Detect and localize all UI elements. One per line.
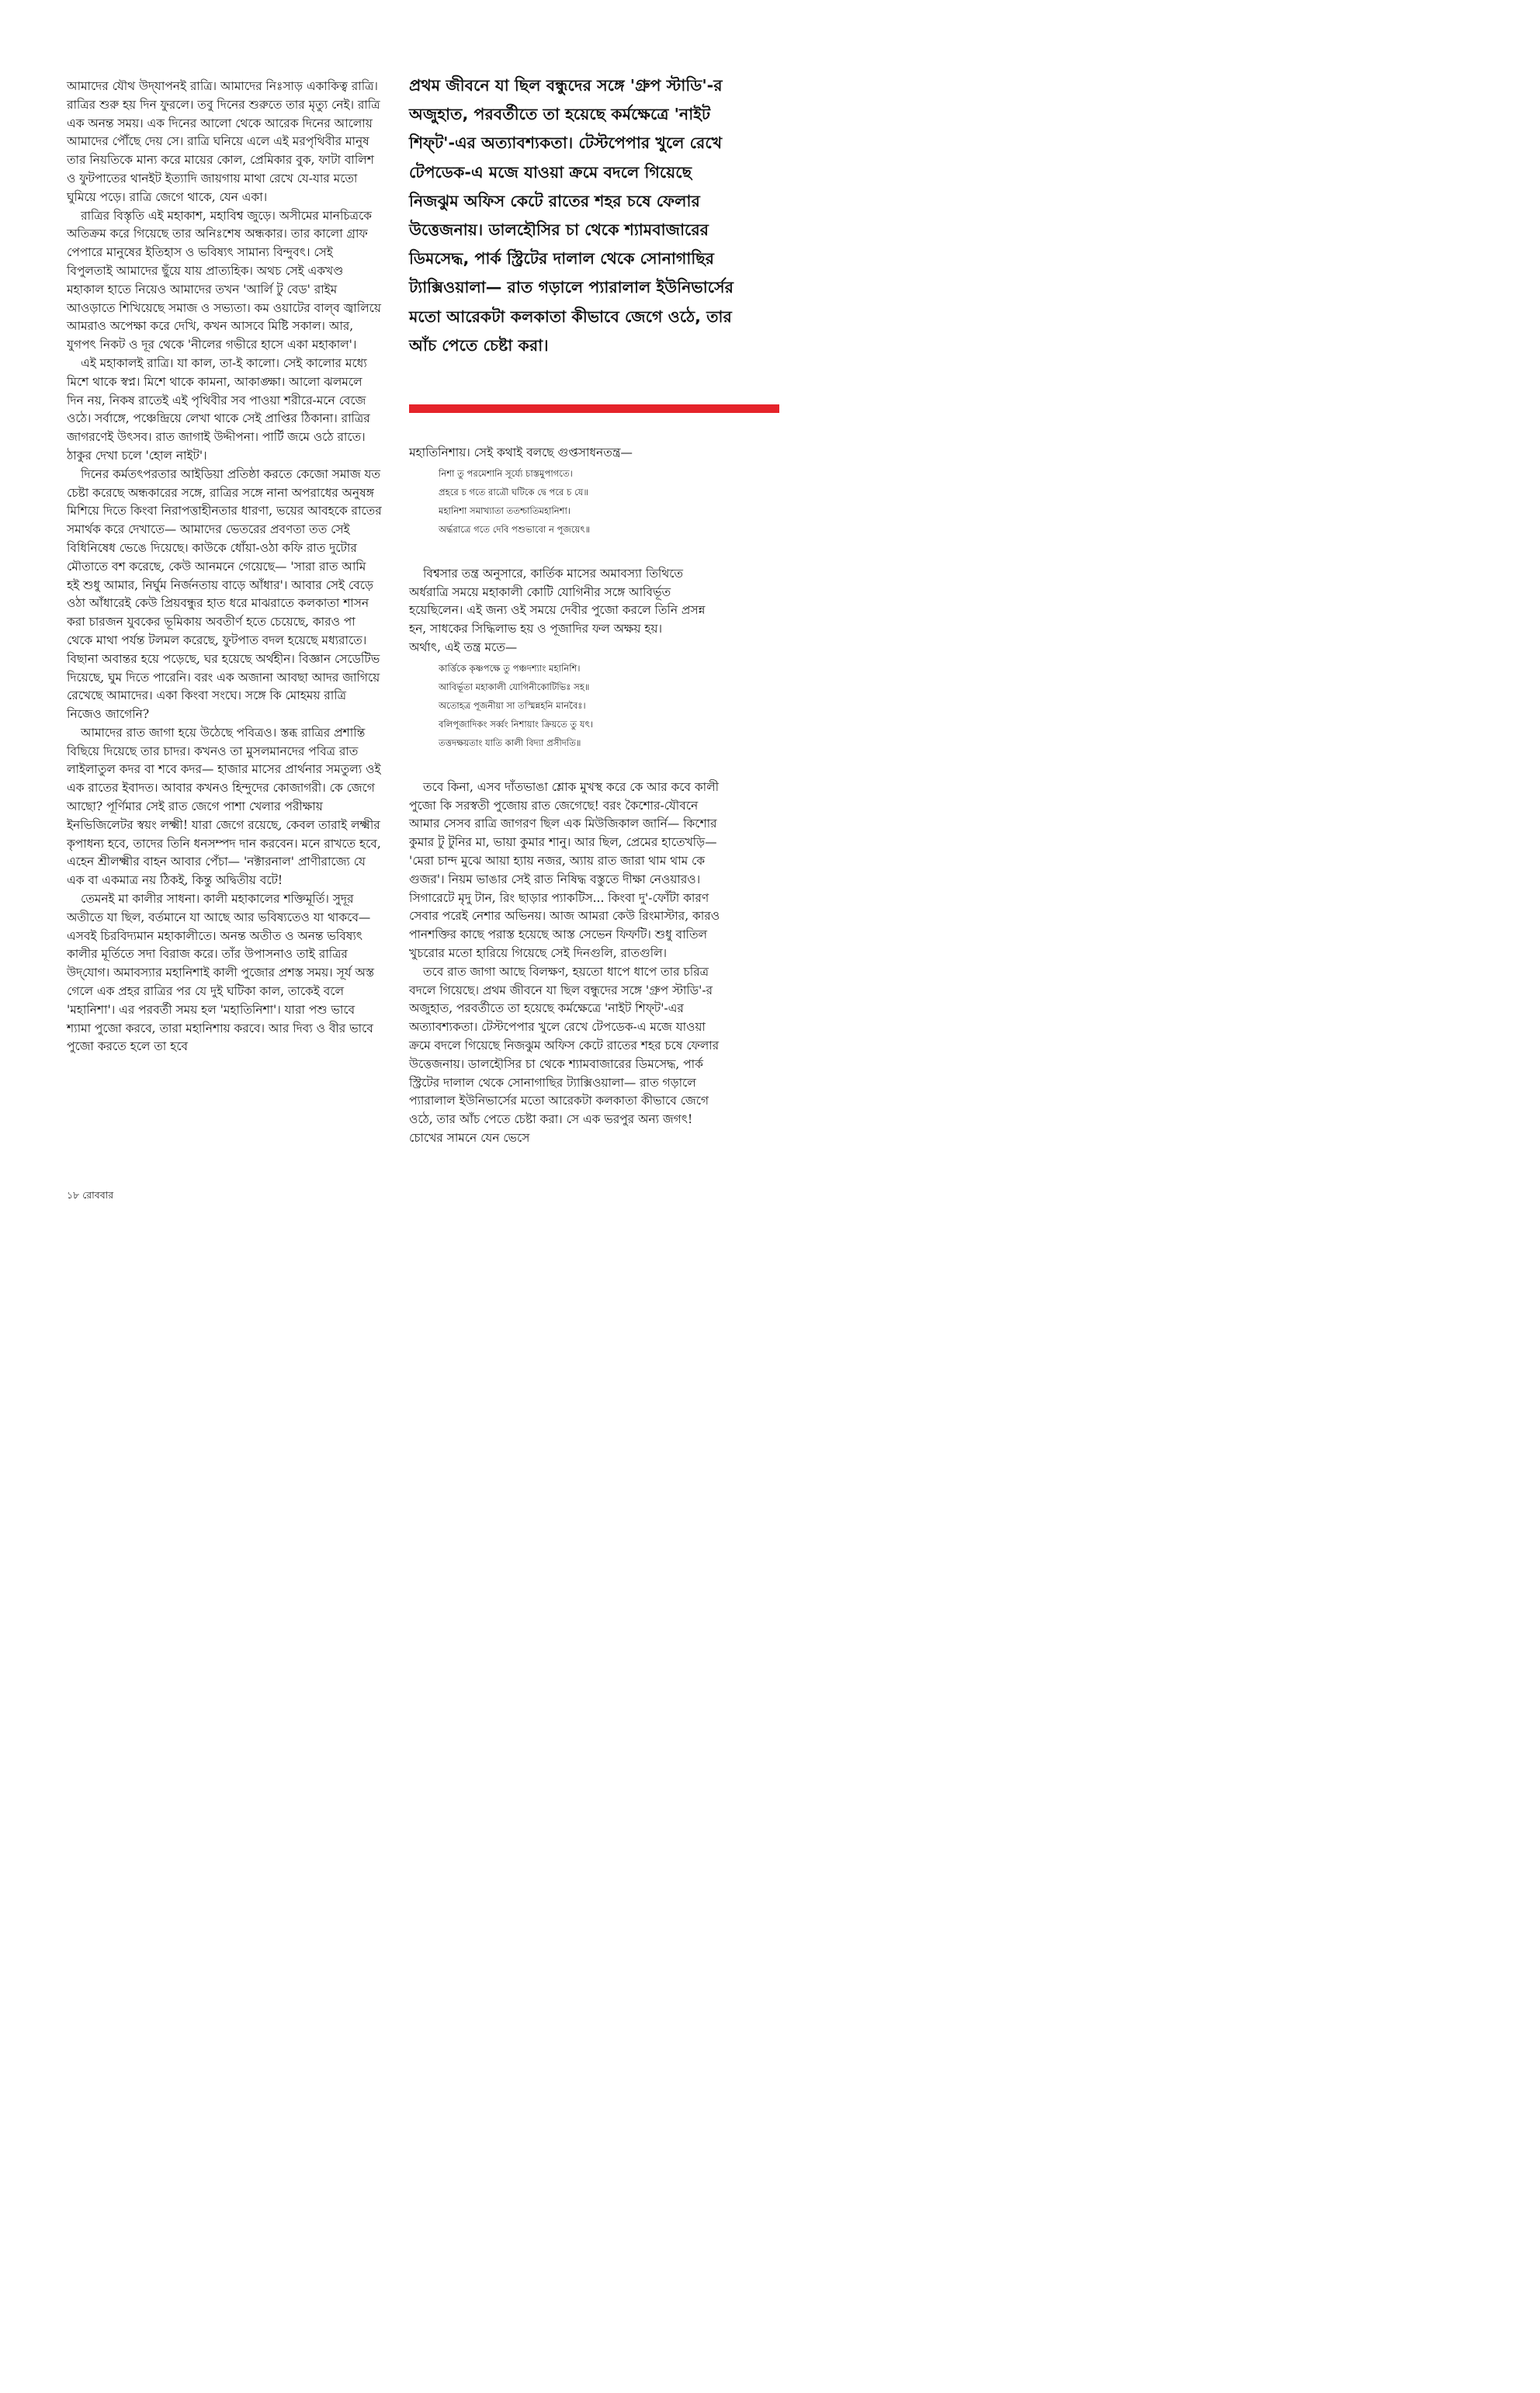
paragraph: বিশ্বসার তন্ত্র অনুসারে, কার্তিক মাসের অমাবস্যা তিথিতে অর্ধরাত্রি সময়ে মহাকালী কোটি যোগিনীর সঙ্গে আবির্ভূত হয়েছিলেন। এই জন্য ওই সময়ে দেবীর পুজো করলে তিনি প্রসন্ন হন, সাধকের সিদ্ধিলাভ হয় ও পূজাদির ফল অক্ষয় হয়। bbox=[409, 566, 706, 636]
sanskrit-verse bbox=[439, 659, 726, 752]
left-column bbox=[67, 78, 382, 1056]
verse-line: তত্তদক্ষয়তাং যাতি কালী বিদ্যা প্রসীদতি॥ bbox=[439, 737, 581, 748]
paragraph: তেমনই মা কালীর সাধনা। কালী মহাকালের শক্তিমূর্তি। সুদূর অতীতে যা ছিল, বর্তমানে যা আছে আর ভবিষ্যতেও যা থাকবে— এসবই চিরবিদ্যমান মহাকালীতে। অনন্ত অতীত ও অনন্ত ভবিষ্যৎ কালীর মূর্তিতে সদা বিরাজ করে। তাঁর উপাসনাও তাই রাত্রির উদ্‌যোগ। অমাবস্যার মহানিশাই কালী পুজোর প্রশস্ত সময়। সূর্য অস্ত গেলে এক প্রহর রাত্রির পর যে দুই ঘটিকা কাল, তাকেই বলে 'মহানিশা'। এর পরবর্তী সময় হল 'মহাতিনিশা'। যারা পশু ভাবে শ্যামা পুজো করবে, তারা মহানিশায় করবে। আর দিব্য ও বীর ভাবে পুজো করতে হলে তা হবে bbox=[67, 892, 374, 1054]
verse-line: মহানিশা সমাখ্যাতা ততশ্চাতিমহানিশা। bbox=[439, 505, 571, 516]
page-folio: ১৮ রোববার bbox=[67, 1189, 114, 1201]
verse-line: অর্দ্ধরাত্রে গতে দেবি পশুভাবো ন পূজয়েৎ॥ bbox=[439, 523, 591, 535]
sanskrit-verse bbox=[439, 464, 726, 539]
paragraph: রাত্রির বিস্তৃতি এই মহাকাশ, মহাবিশ্ব জুড়ে। অসীমের মানচিত্রকে অতিক্রম করে গিয়েছে তার অনিঃশেষ অন্ধকার। তার কালো গ্রাফ পেপারে মানুষের ইতিহাস ও ভবিষ্যৎ সামান্য বিন্দুবৎ। সেই বিপুলতাই আমাদের ছুঁয়ে যায় প্রাত্যহিক। অথচ সেই একখণ্ড মহাকাল হাতে নিয়েও আমাদের তখন 'আর্লি টু বেড' রাইম আওড়াতে শিখিয়েছে সমাজ ও সভ্যতা। কম ওয়াটের বাল্‌ব জ্বালিয়ে আমরাও অপেক্ষা করে দেখি, কখন আসবে মিষ্টি সকাল। আর, যুগপৎ নিকট ও দূর থেকে 'নীলের গভীরে হাসে একা মহাকাল'। bbox=[67, 208, 381, 352]
verse-line: নিশা তু পরমেশানি সূর্য্যে চাস্তমুপাগতে। bbox=[439, 467, 573, 479]
paragraph: দিনের কর্মতৎপরতার আইডিয়া প্রতিষ্ঠা করতে কেজো সমাজ যত চেষ্টা করেছে অন্ধকারের সঙ্গে, রাত্রির সঙ্গে নানা অপরাধের অনুষঙ্গ মিশিয়ে দিতে কিংবা নিরাপত্তাহীনতার ধারণা, ভয়ের আবহকে রাতের সমার্থক করে দেখাতে— আমাদের ভেতরের প্রবণতা তত সেই বিধিনিষেধ ভেঙে দিয়েছে। কাউকে ধোঁয়া-ওঠা কফি রাত দুটোর মৌতাতে বশ করেছে, কেউ আনমনে গেয়েছে— 'সারা রাত আমি হই শুধু আমার, নির্ঘুম নির্জনতায় বাড়ে আঁধার'। আবার সেই বেড়ে ওঠা আঁধারেই কেউ প্রিয়বন্ধুর হাত ধরে মাঝরাতে কলকাতা শাসন করা চারজন যুবকের ভূমিকায় অবতীর্ণ হতে চেয়েছে, কারও পা থেকে মাথা পর্যন্ত টলমল করেছে, ফুটপাত বদল হয়েছে মধ্যরাতে। বিছানা অবান্তর হয়ে পড়েছে, ঘর হয়েছে অর্থহীন। বিজ্ঞান সেডেটিভ দিয়েছে, ঘুম দিতে পারেনি। বরং এক অজানা আবছা আদর জাগিয়ে রেখেছে আমাদের। একা কিংবা সংঘে। সঙ্গে কি মোহময় রাত্রি নিজেও জাগেনি? bbox=[67, 466, 382, 722]
pull-quote: প্রথম জীবনে যা ছিল বন্ধুদের সঙ্গে 'গ্রুপ স্টাডি'-র অজুহাত, পরবর্তীতে তা হয়েছে কর্মক্ষেত্রে 'নাইট শিফ্‌ট'-এর অত্যাবশ্যকতা। টেস্টপেপার খুলে রেখে টেপডেক-এ মজে যাওয়া ক্রমে বদলে গিয়েছে নিজঝুম অফিস কেটে রাতের শহর চষে ফেলার উত্তেজনায়। ডালহৌসির চা থেকে শ্যামবাজারের ডিমসেদ্ধ, পার্ক স্ট্রিটের দালাল থেকে সোনাগাছির ট্যাক্সিওয়ালা— রাত গড়ালে প্যারালাল ইউনিভার্সের মতো আরেকটা কলকাতা কীভাবে জেগে ওঠে, তার আঁচ পেতে চেষ্টা করা। bbox=[409, 76, 734, 355]
right-column bbox=[409, 444, 726, 1148]
paragraph: আমাদের যৌথ উদ্‌যাপনই রাত্রি। আমাদের নিঃসাড় একাকিত্ব রাত্রি। রাত্রির শুরু হয় দিন ফুরলে। তবু দিনের শুরুতে তার মৃত্যু নেই। রাত্রি এক অনন্ত সময়। এক দিনের আলো থেকে আরেক দিনের আলোয় আমাদের পৌঁছে দেয় সে। রাত্রি ঘনিয়ে এলে এই মরপৃথিবীর মানুষ তার নিয়তিকে মান্য করে মায়ের কোল, প্রেমিকার বুক, ফাটা বালিশ ও ফুটপাতের থানইট ইত্যাদি জায়গায় মাথা রেখে যে-যার মতো ঘুমিয়ে পড়ে। রাত্রি জেগে থাকে, যেন একা। bbox=[67, 79, 380, 204]
red-divider-rule bbox=[409, 404, 779, 413]
paragraph: তবে কিনা, এসব দাঁতভাঙা শ্লোক মুখস্থ করে কে আর কবে কালী পুজো কি সরস্বতী পুজোয় রাত জেগেছে! বরং কৈশোর-যৌবনে আমার সেসব রাত্রি জাগরণ ছিল এক মিউজিকাল জার্নি— কিশোর কুমার টু টুনির মা, ভায়া কুমার শানু। আর ছিল, প্রেমের হাতেখড়ি— 'মেরা চান্দ মুঝে আয়া হ্যায় নজর, অ্যায় রাত জারা থাম থাম কে গুজর'। নিয়ম ভাঙার সেই রাত নিষিদ্ধ বস্তুতে দীক্ষা নেওয়ারও। সিগারেটে মৃদু টান, রিং ছাড়ার প্যাকটিস... কিংবা দু'-ফোঁটা কারণ সেবার পরেই নেশার অভিনয়। আজ আমরা কেউ রিংমাস্টার, কারও পানশক্তির কাছে পরাস্ত হয়েছে আস্ত সেভেন ফিফটি। শুধু বাতিল খুচরোর মতো হারিয়ে গিয়েছে সেই দিনগুলি, রাতগুলি। bbox=[409, 779, 720, 960]
paragraph: অর্থাৎ, এই তন্ত্র মতে— bbox=[409, 640, 518, 654]
verse-line: আবির্ভূতা মহাকালী যোগিনীকোটিভিঃ সহ॥ bbox=[439, 681, 590, 692]
verse-line: কার্ত্তিকে কৃষ্ণপক্ষে তু পঞ্চদশ্যাং মহানিশি। bbox=[439, 662, 581, 674]
paragraph: এই মহাকালই রাত্রি। যা কাল, তা-ই কালো। সেই কালোর মধ্যে মিশে থাকে স্বপ্ন। মিশে থাকে কামনা, আকাঙ্ক্ষা। আলো ঝলমলে দিন নয়, নিকষ রাতেই এই পৃথিবীর সব পাওয়া শরীরে-মনে বেজে ওঠে। সর্বাঙ্গে, পঞ্চেন্দ্রিয়ে লেখা থাকে সেই প্রাপ্তির ঠিকানা। রাত্রির জাগরণেই উৎসব। রাত জাগাই উদ্দীপনা। পার্টি জমে ওঠে রাতে। ঠাকুর দেখা চলে 'হোল নাইট'। bbox=[67, 355, 370, 463]
verse-line: অতোহত্র পূজনীয়া সা তস্মিন্নহনি মানবৈঃ। bbox=[439, 699, 586, 711]
verse-line: প্রহরে চ গতে রাত্রৌ ঘটিকে দ্বে পরে চ যে॥ bbox=[439, 486, 588, 498]
paragraph: তবে রাত জাগা আছে বিলক্ষণ, হয়তো ধাপে ধাপে তার চরিত্র বদলে গিয়েছে। প্রথম জীবনে যা ছিল বন্ধুদের সঙ্গে 'গ্রুপ স্টাডি'-র অজুহাত, পরবর্তীতে তা হয়েছে কর্মক্ষেত্রে 'নাইট শিফ্‌ট'-এর অত্যাবশ্যকতা। টেস্টপেপার খুলে রেখে টেপডেক-এ মজে যাওয়া ক্রমে বদলে গিয়েছে নিজঝুম অফিস কেটে রাতের শহর চষে ফেলার উত্তেজনায়। ডালহৌসির চা থেকে শ্যামবাজারের ডিমসেদ্ধ, পার্ক স্ট্রিটের দালাল থেকে সোনাগাছির ট্যাক্সিওয়ালা— রাত গড়ালে প্যারালাল ইউনিভার্সের মতো আরেকটা কলকাতা কীভাবে জেগে ওঠে, তার আঁচ পেতে চেষ্টা করা। সে এক ভরপুর অন্য জগৎ! চোখের সামনে যেন ভেসে bbox=[409, 964, 720, 1145]
verse-line: বলিপূজাদিকং সর্ব্বং নিশায়াং ক্রিয়তে তু যৎ। bbox=[439, 718, 593, 730]
paragraph: মহাতিনিশায়। সেই কথাই বলছে গুপ্তসাধনতন্ত্র— bbox=[409, 446, 633, 460]
paragraph: আমাদের রাত জাগা হয়ে উঠেছে পবিত্রও। স্তব্ধ রাত্রির প্রশান্তি বিছিয়ে দিয়েছে তার চাদর। কখনও তা মুসলমানদের পবিত্র রাত লাইলাতুল কদর বা শবে কদর— হাজার মাসের প্রার্থনার সমতুল্য ওই এক রাতের ইবাদত। আবার কখনও হিন্দুদের কোজাগরী। কে জেগে আছো? পূর্ণিমার সেই রাত জেগে পাশা খেলার পরীক্ষায় ইনভিজিলেটর স্বয়ং লক্ষ্মী! যারা জেগে রয়েছে, কেবল তারাই লক্ষ্মীর কৃপাধন্য হবে, তাদের তিনি ধনসম্পদ দান করবেন। মনে রাখতে হবে, এহেন শ্রীলক্ষ্মীর বাহন আবার পেঁচা— 'নক্টারনাল' প্রাণীরাজ্যে যে এক বা একমাত্র নয় ঠিকই, কিন্তু অদ্বিতীয় বটে! bbox=[67, 725, 381, 888]
